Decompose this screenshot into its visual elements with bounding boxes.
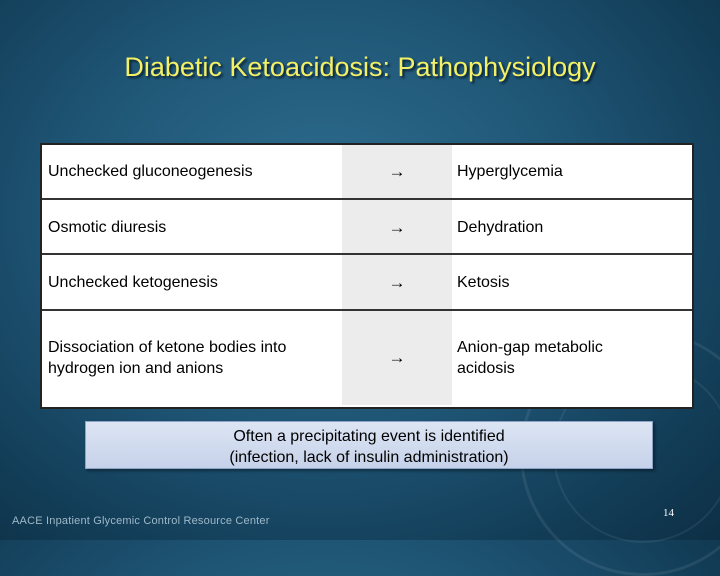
arrow-icon: → [342, 145, 452, 198]
cause-cell: Osmotic diuresis [42, 200, 342, 255]
arrow-icon: → [342, 255, 452, 311]
cause-cell: Dissociation of ketone bodies into hydrogen ion and anions [42, 311, 342, 405]
table-row [42, 309, 692, 405]
cause-cell: Unchecked ketogenesis [42, 255, 342, 311]
effect-cell: Dehydration [452, 200, 692, 255]
arrow-icon: → [342, 311, 452, 405]
slide-title: Diabetic Ketoacidosis: Pathophysiology [124, 52, 596, 82]
note-line-2: (infection, lack of insulin administration) [229, 449, 509, 466]
precipitating-event-note [85, 421, 653, 469]
effect-cell: Ketosis [452, 255, 692, 311]
table-row [42, 253, 692, 311]
pathophysiology-table [40, 143, 694, 409]
note-line-1: Often a precipitating event is identified [233, 428, 505, 445]
footer-text: AACE Inpatient Glycemic Control Resource Center [12, 515, 270, 527]
cause-cell: Unchecked gluconeogenesis [42, 145, 342, 198]
arrow-icon: → [342, 200, 452, 255]
table-row [42, 198, 692, 255]
table-row [42, 145, 692, 198]
effect-cell: Anion-gap metabolic acidosis [452, 311, 692, 405]
effect-cell: Hyperglycemia [452, 145, 692, 198]
page-number: 14 [663, 507, 674, 519]
